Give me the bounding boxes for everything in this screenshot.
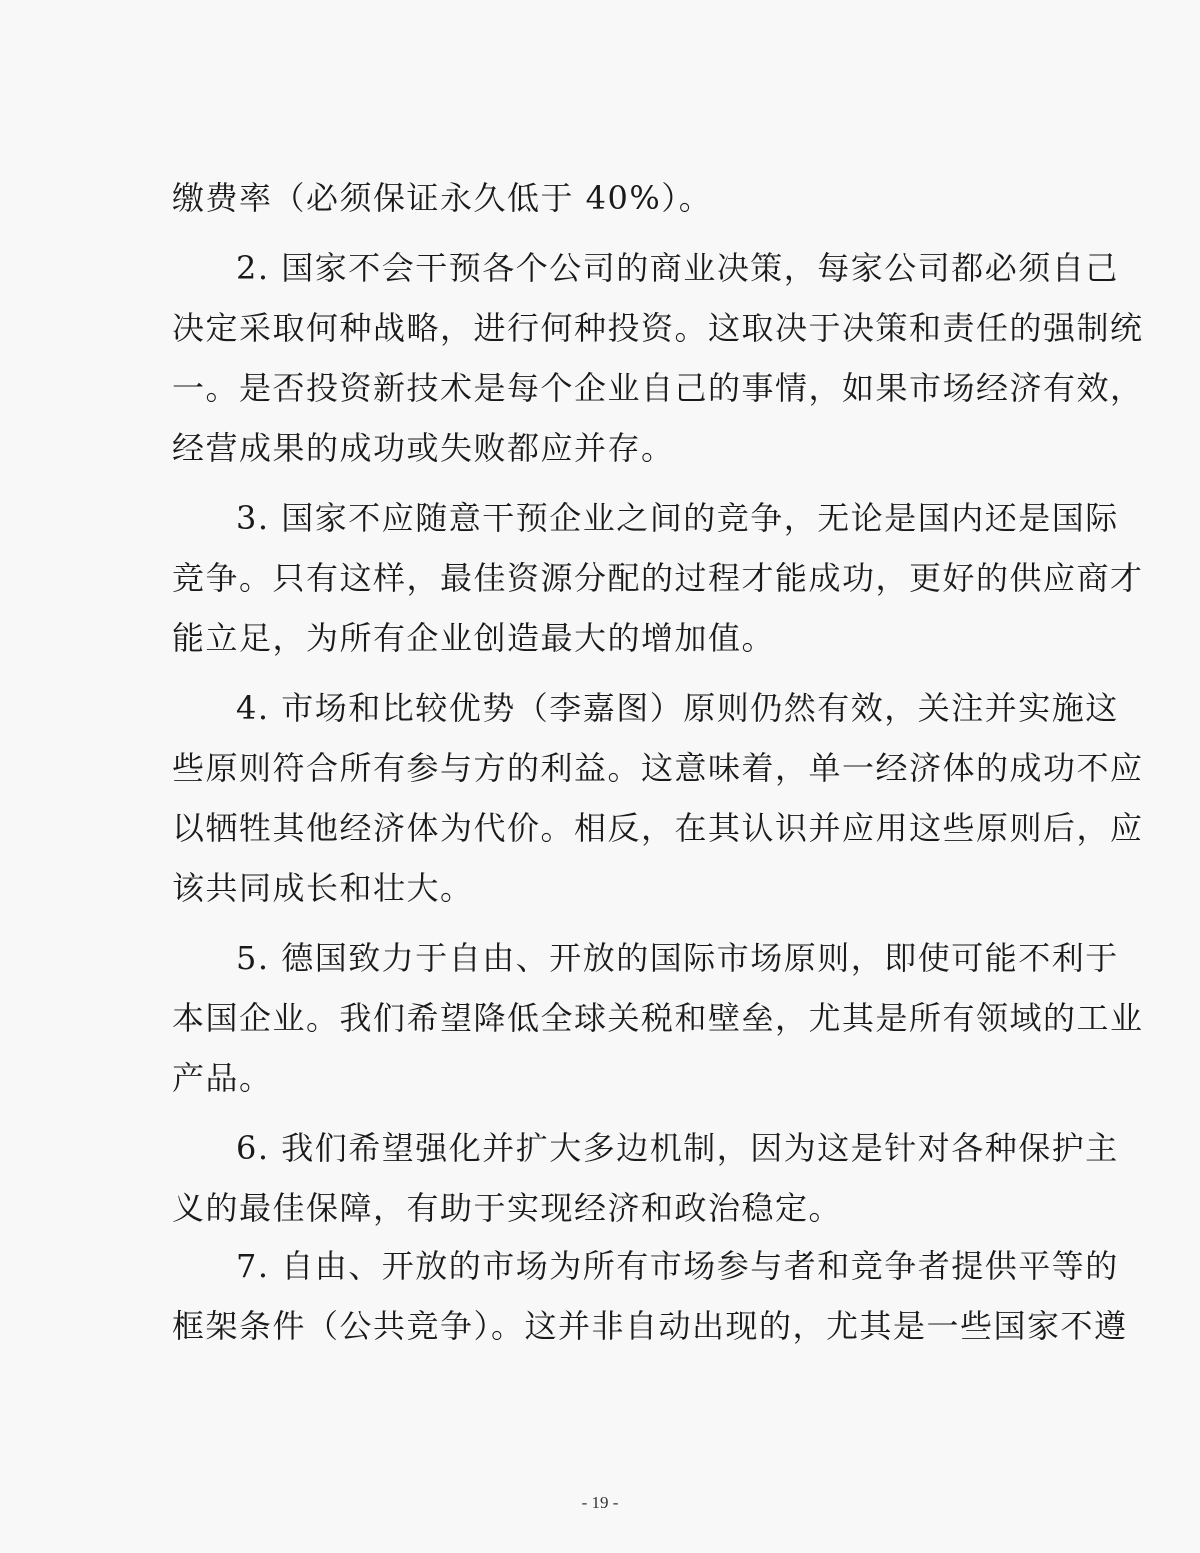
- text-line: 竞争。只有这样，最佳资源分配的过程才能成功，更好的供应商才: [172, 559, 1144, 597]
- text-line: 决定采取何种战略，进行何种投资。这取决于决策和责任的强制统: [172, 309, 1144, 347]
- text-line: 能立足，为所有企业创造最大的增加值。: [172, 619, 776, 657]
- text-line: 经营成果的成功或失败都应并存。: [172, 429, 675, 467]
- page-number: - 19 -: [581, 1493, 619, 1512]
- paragraph-2-line: 2. 国家不会干预各个公司的商业决策，每家公司都必须自己: [236, 249, 1119, 287]
- text-line: 该共同成长和壮大。: [172, 869, 474, 907]
- text-line: 以牺牲其他经济体为代价。相反，在其认识并应用这些原则后，应: [172, 809, 1144, 847]
- text-line: 产品。: [172, 1059, 273, 1097]
- paragraph-3-line: 3. 国家不应随意干预企业之间的竞争，无论是国内还是国际: [236, 499, 1119, 537]
- text-line: 些原则符合所有参与方的利益。这意味着，单一经济体的成功不应: [172, 749, 1144, 787]
- text-line: 缴费率（必须保证永久低于 40%）。: [172, 179, 713, 217]
- paragraph-4-line: 4. 市场和比较优势（李嘉图）原则仍然有效，关注并实施这: [236, 689, 1119, 727]
- paragraph-7-line: 7. 自由、开放的市场为所有市场参与者和竞争者提供平等的: [236, 1247, 1119, 1285]
- text-line: 义的最佳保障，有助于实现经济和政治稳定。: [172, 1189, 843, 1227]
- paragraph-6-line: 6. 我们希望强化并扩大多边机制，因为这是针对各种保护主: [236, 1129, 1119, 1167]
- text-line: 本国企业。我们希望降低全球关税和壁垒，尤其是所有领域的工业: [172, 999, 1144, 1037]
- text-line: 一。是否投资新技术是每个企业自己的事情，如果市场经济有效，: [172, 369, 1144, 407]
- paragraph-5-line: 5. 德国致力于自由、开放的国际市场原则，即使可能不利于: [236, 939, 1119, 977]
- text-line: 框架条件（公共竞争）。这并非自动出现的，尤其是一些国家不遵: [172, 1307, 1128, 1345]
